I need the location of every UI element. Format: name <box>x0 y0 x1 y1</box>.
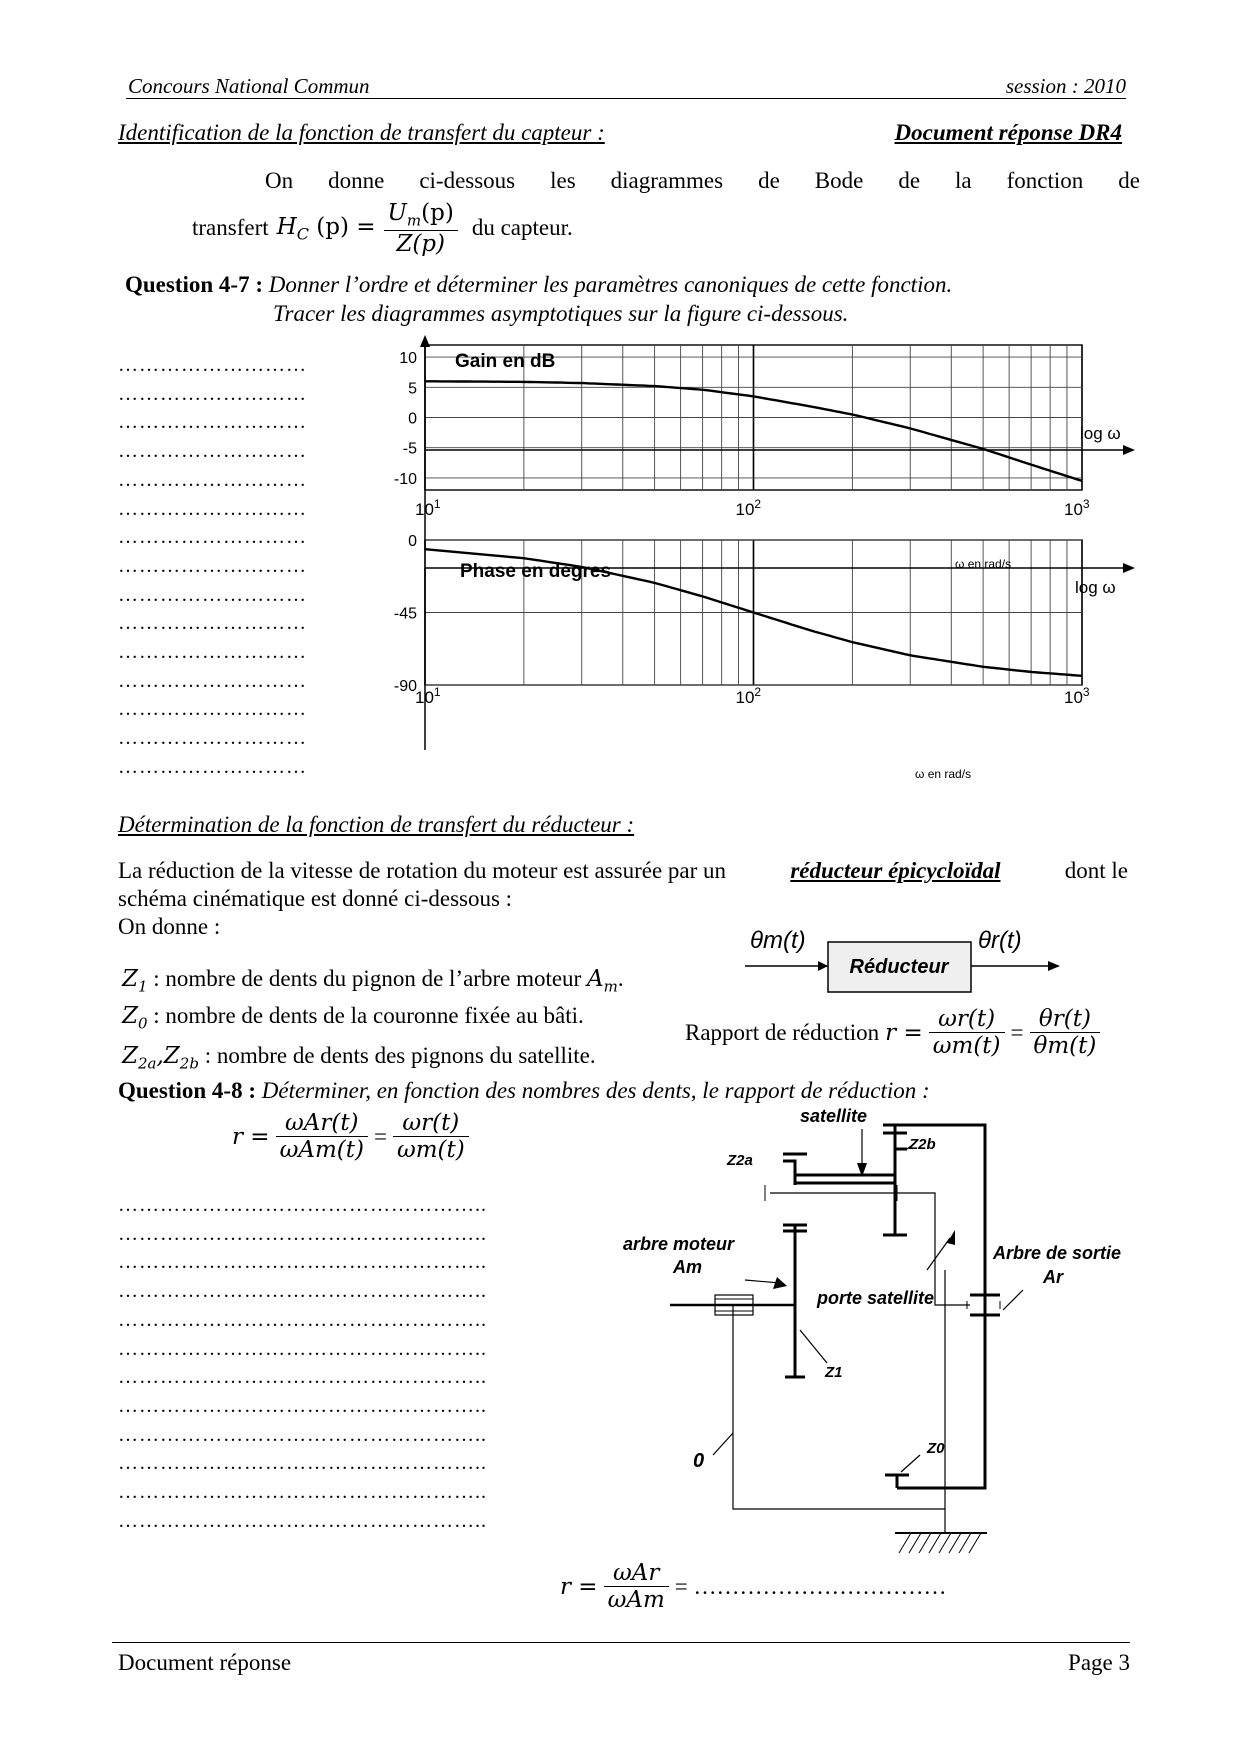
footer-left: Document réponse <box>118 1650 292 1675</box>
answer-line[interactable]: ……………………… <box>118 497 307 520</box>
answer-line[interactable]: ……………………… <box>118 440 307 463</box>
answer-line[interactable]: …………………………………………….. <box>118 1194 487 1216</box>
doc-label: Document réponse DR4 <box>894 120 1122 145</box>
answer-line[interactable]: …………………………………………….. <box>118 1452 487 1475</box>
ratio-label: Rapport de réduction <box>685 1019 880 1045</box>
gain-y-arrow <box>420 335 430 347</box>
p1-start: La réduction de la vitesse de rotation du moteur est assurée par un <box>118 858 727 883</box>
phase-axis-label: log ω <box>1075 578 1116 597</box>
q48-label: Question 4-8 : <box>118 1078 256 1103</box>
q47-line1 <box>125 272 952 298</box>
footer-right: Page 3 <box>1068 1650 1130 1675</box>
label-zero: 0 <box>693 1450 705 1472</box>
intro-word: la <box>955 168 972 193</box>
x-tick-label: $10^1$ <box>415 497 441 519</box>
intro-word: ci-dessous <box>419 168 516 193</box>
z1-line: $Z_1$ : nombre de dents du pignon de l’arbre moteur $A_m$. <box>122 966 624 996</box>
gain-unit-label: ω en rad/s <box>955 557 1012 571</box>
y-tick-label: 5 <box>408 380 417 398</box>
block-input-label: θm(t) <box>750 927 806 954</box>
section2-p1 <box>118 858 1128 884</box>
intro-word: de <box>898 168 921 193</box>
x-tick-exponent: 1 <box>433 497 441 511</box>
label-arbre-moteur: arbre moteur <box>623 1234 735 1254</box>
x-tick-label: $10^2$ <box>735 497 762 519</box>
section2-p3: On donne : <box>118 914 221 939</box>
leader-z1 <box>800 1330 827 1363</box>
answer-lines-long[interactable] <box>118 1191 487 1535</box>
final-fraction: $\frac{\text{ωAr}}{\text{ωAm}}$ <box>604 1560 669 1613</box>
y-tick-label: 10 <box>399 350 417 368</box>
answer-line[interactable]: …………………………………………….. <box>118 1337 487 1360</box>
answer-line[interactable]: …………………………………………….. <box>118 1251 487 1274</box>
label-ar: Ar <box>1043 1267 1064 1287</box>
intro-word: donne <box>328 168 385 193</box>
leader-zero <box>713 1433 733 1455</box>
phase-x-arrow <box>1123 563 1135 573</box>
answer-line[interactable]: …………………………………………….. <box>118 1366 487 1389</box>
answer-line[interactable]: …………………………………………….. <box>118 1509 487 1532</box>
intro-word: de <box>758 168 780 193</box>
transfer-function-line <box>192 200 573 257</box>
answer-line[interactable]: …………………………………………….. <box>118 1280 487 1303</box>
p1-emphasis: réducteur épicycloïdal <box>790 858 1001 883</box>
y-tick-label: -5 <box>402 440 417 458</box>
gain-yticks <box>394 350 417 488</box>
q48-fraction-1: $\frac{\text{ωAr(t)}}{\text{ωAm(t)}}$ <box>276 1110 368 1163</box>
y-tick-label: -10 <box>393 470 417 488</box>
ground-hatch <box>899 1533 981 1553</box>
answer-line[interactable]: ……………………… <box>118 612 307 635</box>
phase-xticks <box>415 685 1090 707</box>
reducer-block-diagram <box>740 920 1070 1010</box>
phase-unit-label: ω en rad/s <box>915 767 972 781</box>
intro-word: Bode <box>814 168 864 193</box>
answer-line[interactable]: …………………………………………….. <box>118 1423 487 1446</box>
label-z2b: Z2b <box>909 1136 936 1153</box>
gain-title: Gain en dB <box>455 351 556 372</box>
answer-line[interactable]: …………………………………………….. <box>118 1394 487 1417</box>
phase-yticks <box>394 533 417 695</box>
label-satellite: satellite <box>800 1106 868 1126</box>
kinematic-diagram <box>615 1105 1135 1560</box>
y-tick-label: 0 <box>408 410 417 428</box>
label-am: Am <box>673 1257 703 1277</box>
y-tick-label: -90 <box>393 678 417 695</box>
answer-line[interactable]: ……………………… <box>118 554 307 577</box>
q47-label: Question 4-7 : <box>125 272 263 297</box>
leader-porte <box>927 1238 950 1270</box>
q47-text2: Tracer les diagrammes asymptotiques sur la figure ci-dessous. <box>273 301 849 326</box>
q48-line <box>118 1078 930 1104</box>
arrow-am <box>773 1277 787 1289</box>
x-tick-exponent: 3 <box>1082 497 1090 511</box>
ratio-r: r = <box>885 1019 923 1046</box>
x-tick-label: $10^2$ <box>735 685 762 707</box>
bode-diagrams <box>380 335 1140 790</box>
answer-line[interactable]: ……………………… <box>118 698 307 721</box>
final-formula: r = $\frac{\text{ωAr}}{\text{ωAm}}$ = …………………………… <box>560 1560 947 1613</box>
phase-title: Phase en degres <box>460 561 612 582</box>
x-tick-exponent: 2 <box>754 685 762 699</box>
x-tick-label: $10^1$ <box>415 685 441 707</box>
intro-word: fonction <box>1006 168 1084 193</box>
label-porte-satellite: porte satellite <box>817 1288 935 1308</box>
q47-text1: Donner l’ordre et déterminer les paramètres canoniques de cette fonction. <box>268 272 953 297</box>
tf-tail: du capteur. <box>471 215 573 241</box>
label-z2a: Z2a <box>727 1152 753 1169</box>
final-answer-dots[interactable]: = …………………………… <box>674 1573 947 1599</box>
leader-ar <box>1003 1290 1023 1310</box>
answer-line[interactable]: ……………………… <box>118 755 307 778</box>
arrow-porte <box>947 1230 955 1245</box>
leader-z0 <box>901 1455 920 1472</box>
intro-word: On <box>265 168 294 193</box>
y-tick-label: 0 <box>408 533 417 550</box>
z0-line: $Z_0$ : nombre de dents de la couronne fixée au bâti. <box>122 1003 584 1033</box>
x-tick-label: $10^3$ <box>1064 685 1090 707</box>
intro-word: de <box>1118 168 1140 193</box>
transfert-word: transfert <box>192 215 269 241</box>
x-tick-exponent: 3 <box>1082 685 1090 699</box>
answer-line[interactable]: ……………………… <box>118 411 307 434</box>
x-tick-exponent: 1 <box>433 685 441 699</box>
tf-fraction: $\frac{U_m(p)}{Z(p)}$ <box>384 200 458 257</box>
gain-xticks <box>415 497 1090 519</box>
answer-line[interactable]: ……………………… <box>118 727 307 750</box>
block-output-arrow <box>1048 961 1060 971</box>
reducer-block-label: Réducteur <box>849 956 949 978</box>
section2-title: Détermination de la fonction de transfert du réducteur : <box>118 812 635 837</box>
intro-word: diagrammes <box>610 168 724 193</box>
tf-lhs: $H_C$ (p) = <box>276 213 376 244</box>
intro-word: les <box>550 168 576 193</box>
section1-title: Identification de la fonction de transfert du capteur : <box>118 120 605 145</box>
leader-am <box>745 1280 780 1283</box>
answer-line[interactable]: ……………………… <box>118 354 307 376</box>
answer-line[interactable]: ……………………… <box>118 526 307 549</box>
ratio-fraction-1: $\frac{\omega r(t)}{\omega m(t)}$ <box>929 1006 1005 1059</box>
block-input-arrow <box>818 961 828 971</box>
block-output-label: θr(t) <box>978 927 1022 954</box>
answer-line[interactable]: ……………………… <box>118 468 307 491</box>
answer-line[interactable]: ……………………… <box>118 382 307 405</box>
x-tick-label: $10^3$ <box>1064 497 1090 519</box>
answer-line[interactable]: …………………………………………….. <box>118 1308 487 1331</box>
x-tick-exponent: 2 <box>754 497 762 511</box>
q48-fraction-2: $\frac{\omega r(t)}{\omega m(t)}$ <box>393 1110 469 1163</box>
label-z0: Z0 <box>927 1440 945 1457</box>
ratio-line: Rapport de réduction r = $\frac{\omega r(t)}{\omega m(t)}$ = $\frac{\theta r(t)}{\theta m(t)}$ <box>685 1006 1100 1059</box>
label-arbre-sortie: Arbre de sortie <box>993 1243 1122 1263</box>
label-z1: Z1 <box>825 1364 843 1381</box>
footer-rule <box>112 1642 1130 1643</box>
section2-p2: schéma cinématique est donné ci-dessous : <box>118 886 513 911</box>
header-rule <box>126 98 1126 99</box>
gain-x-arrow <box>1123 445 1135 455</box>
ratio-fraction-2: $\frac{\theta r(t)}{\theta m(t)}$ <box>1030 1006 1101 1059</box>
answer-line[interactable]: ……………………… <box>118 583 307 606</box>
gain-axis-label: log ω <box>1080 424 1121 443</box>
answer-lines-short[interactable] <box>118 351 307 782</box>
answer-line[interactable]: …………………………………………….. <box>118 1222 487 1245</box>
q48-formula: r = $\frac{\text{ωAr(t)}}{\text{ωAm(t)}}$ = $\frac{\omega r(t)}{\omega m(t)}$ <box>232 1110 469 1163</box>
header-right: session : 2010 <box>1005 74 1126 98</box>
z2-line: $Z_{2a},Z_{2b}$ : nombre de dents des pignons du satellite. <box>122 1043 596 1073</box>
header-left: Concours National Commun <box>128 74 370 98</box>
q48-text: Déterminer, en fonction des nombres des dents, le rapport de réduction : <box>261 1078 930 1103</box>
intro-line <box>265 168 1140 194</box>
answer-line[interactable]: ……………………… <box>118 641 307 664</box>
y-tick-label: -45 <box>393 605 417 623</box>
satellite-z2a <box>783 1161 795 1185</box>
answer-line[interactable]: ……………………… <box>118 669 307 692</box>
p1-end: dont le <box>1064 858 1128 883</box>
answer-line[interactable]: …………………………………………….. <box>118 1481 487 1504</box>
